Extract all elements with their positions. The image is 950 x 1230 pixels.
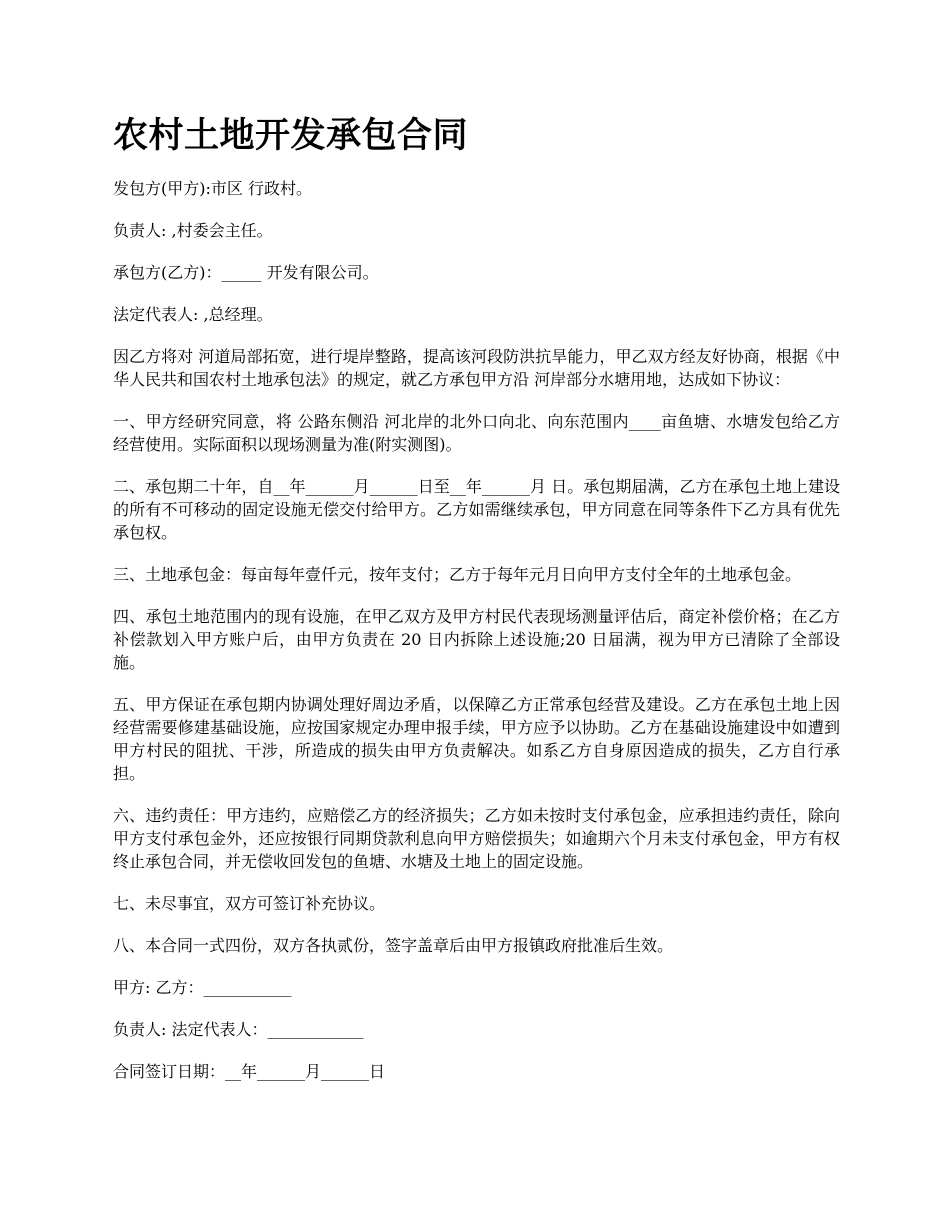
document-page bbox=[113, 112, 840, 1102]
clause-8: 八、本合同一式四份，双方各执贰份，签字盖章后由甲方报镇政府批准后生效。 bbox=[113, 936, 674, 955]
signing-date-line: 合同签订日期：__年______月______日 bbox=[113, 1062, 386, 1081]
clause-2: 二、承包期二十年，自__年______月______日至__年______月 日。承包期届满，乙方在承包土地上建设的所有不可移动的固定设施无偿交付给甲方。乙方如需继续承包，甲方同意在同等条件下乙方具有优先承包权。 bbox=[113, 477, 840, 542]
legal-representative-line: 法定代表人: ,总经理。 bbox=[113, 305, 273, 324]
clause-1: 一、甲方经研究同意，将 公路东侧沿 河北岸的北外口向北、向东范围内____亩鱼塘、水塘发包给乙方经营使用。实际面积以现场测量为准(附实测图)。 bbox=[113, 412, 840, 454]
document-title: 农村土地开发承包合同 bbox=[113, 116, 469, 156]
clause-7: 七、未尽事宜，双方可签订补充协议。 bbox=[113, 894, 386, 913]
party-a-responsible-line: 负责人: ,村委会主任。 bbox=[113, 221, 273, 240]
clause-4: 四、承包土地范围内的现有设施，在甲乙双方及甲方村民代表现场测量评估后，商定补偿价格；在乙方补偿款划入甲方账户后，由甲方负责在 20 日内拆除上述设施;20 日届满，视为甲方已清除了全部设施。 bbox=[113, 607, 840, 672]
signature-responsible-line: 负责人: 法定代表人：____________ bbox=[113, 1020, 364, 1039]
clause-3: 三、土地承包金：每亩每年壹仟元，按年支付；乙方于每年元月日向甲方支付全年的土地承包金。 bbox=[113, 565, 802, 584]
clause-5: 五、甲方保证在承包期内协调处理好周边矛盾，以保障乙方正常承包经营及建设。乙方在承包土地上因经营需要修建基础设施，应按国家规定办理申报手续，甲方应予以协助。乙方在基础设施建设中如遭到甲方村民的阻扰、干涉，所造成的损失由甲方负责解决。如系乙方自身原因造成的损失，乙方自行承担。 bbox=[113, 695, 840, 783]
preamble-paragraph: 因乙方将对 河道局部拓宽，进行堤岸整路，提高该河段防洪抗旱能力，甲乙双方经友好协商，根据《中华人民共和国农村土地承包法》的规定，就乙方承包甲方沿 河岸部分水塘用地，达成如下协议： bbox=[113, 347, 840, 389]
party-b-line: 承包方(乙方)：_____ 开发有限公司。 bbox=[113, 263, 379, 282]
party-a-line: 发包方(甲方):市区 行政村。 bbox=[113, 179, 312, 198]
clause-6: 六、违约责任：甲方违约，应赔偿乙方的经济损失；乙方如未按时支付承包金，应承担违约责任，除向甲方支付承包金外，还应按银行同期贷款利息向甲方赔偿损失；如逾期六个月未支付承包金，甲方有权终止承包合同，并无偿收回发包的鱼塘、水塘及土地上的固定设施。 bbox=[113, 806, 840, 871]
signature-parties-line: 甲方: 乙方：___________ bbox=[113, 978, 292, 997]
